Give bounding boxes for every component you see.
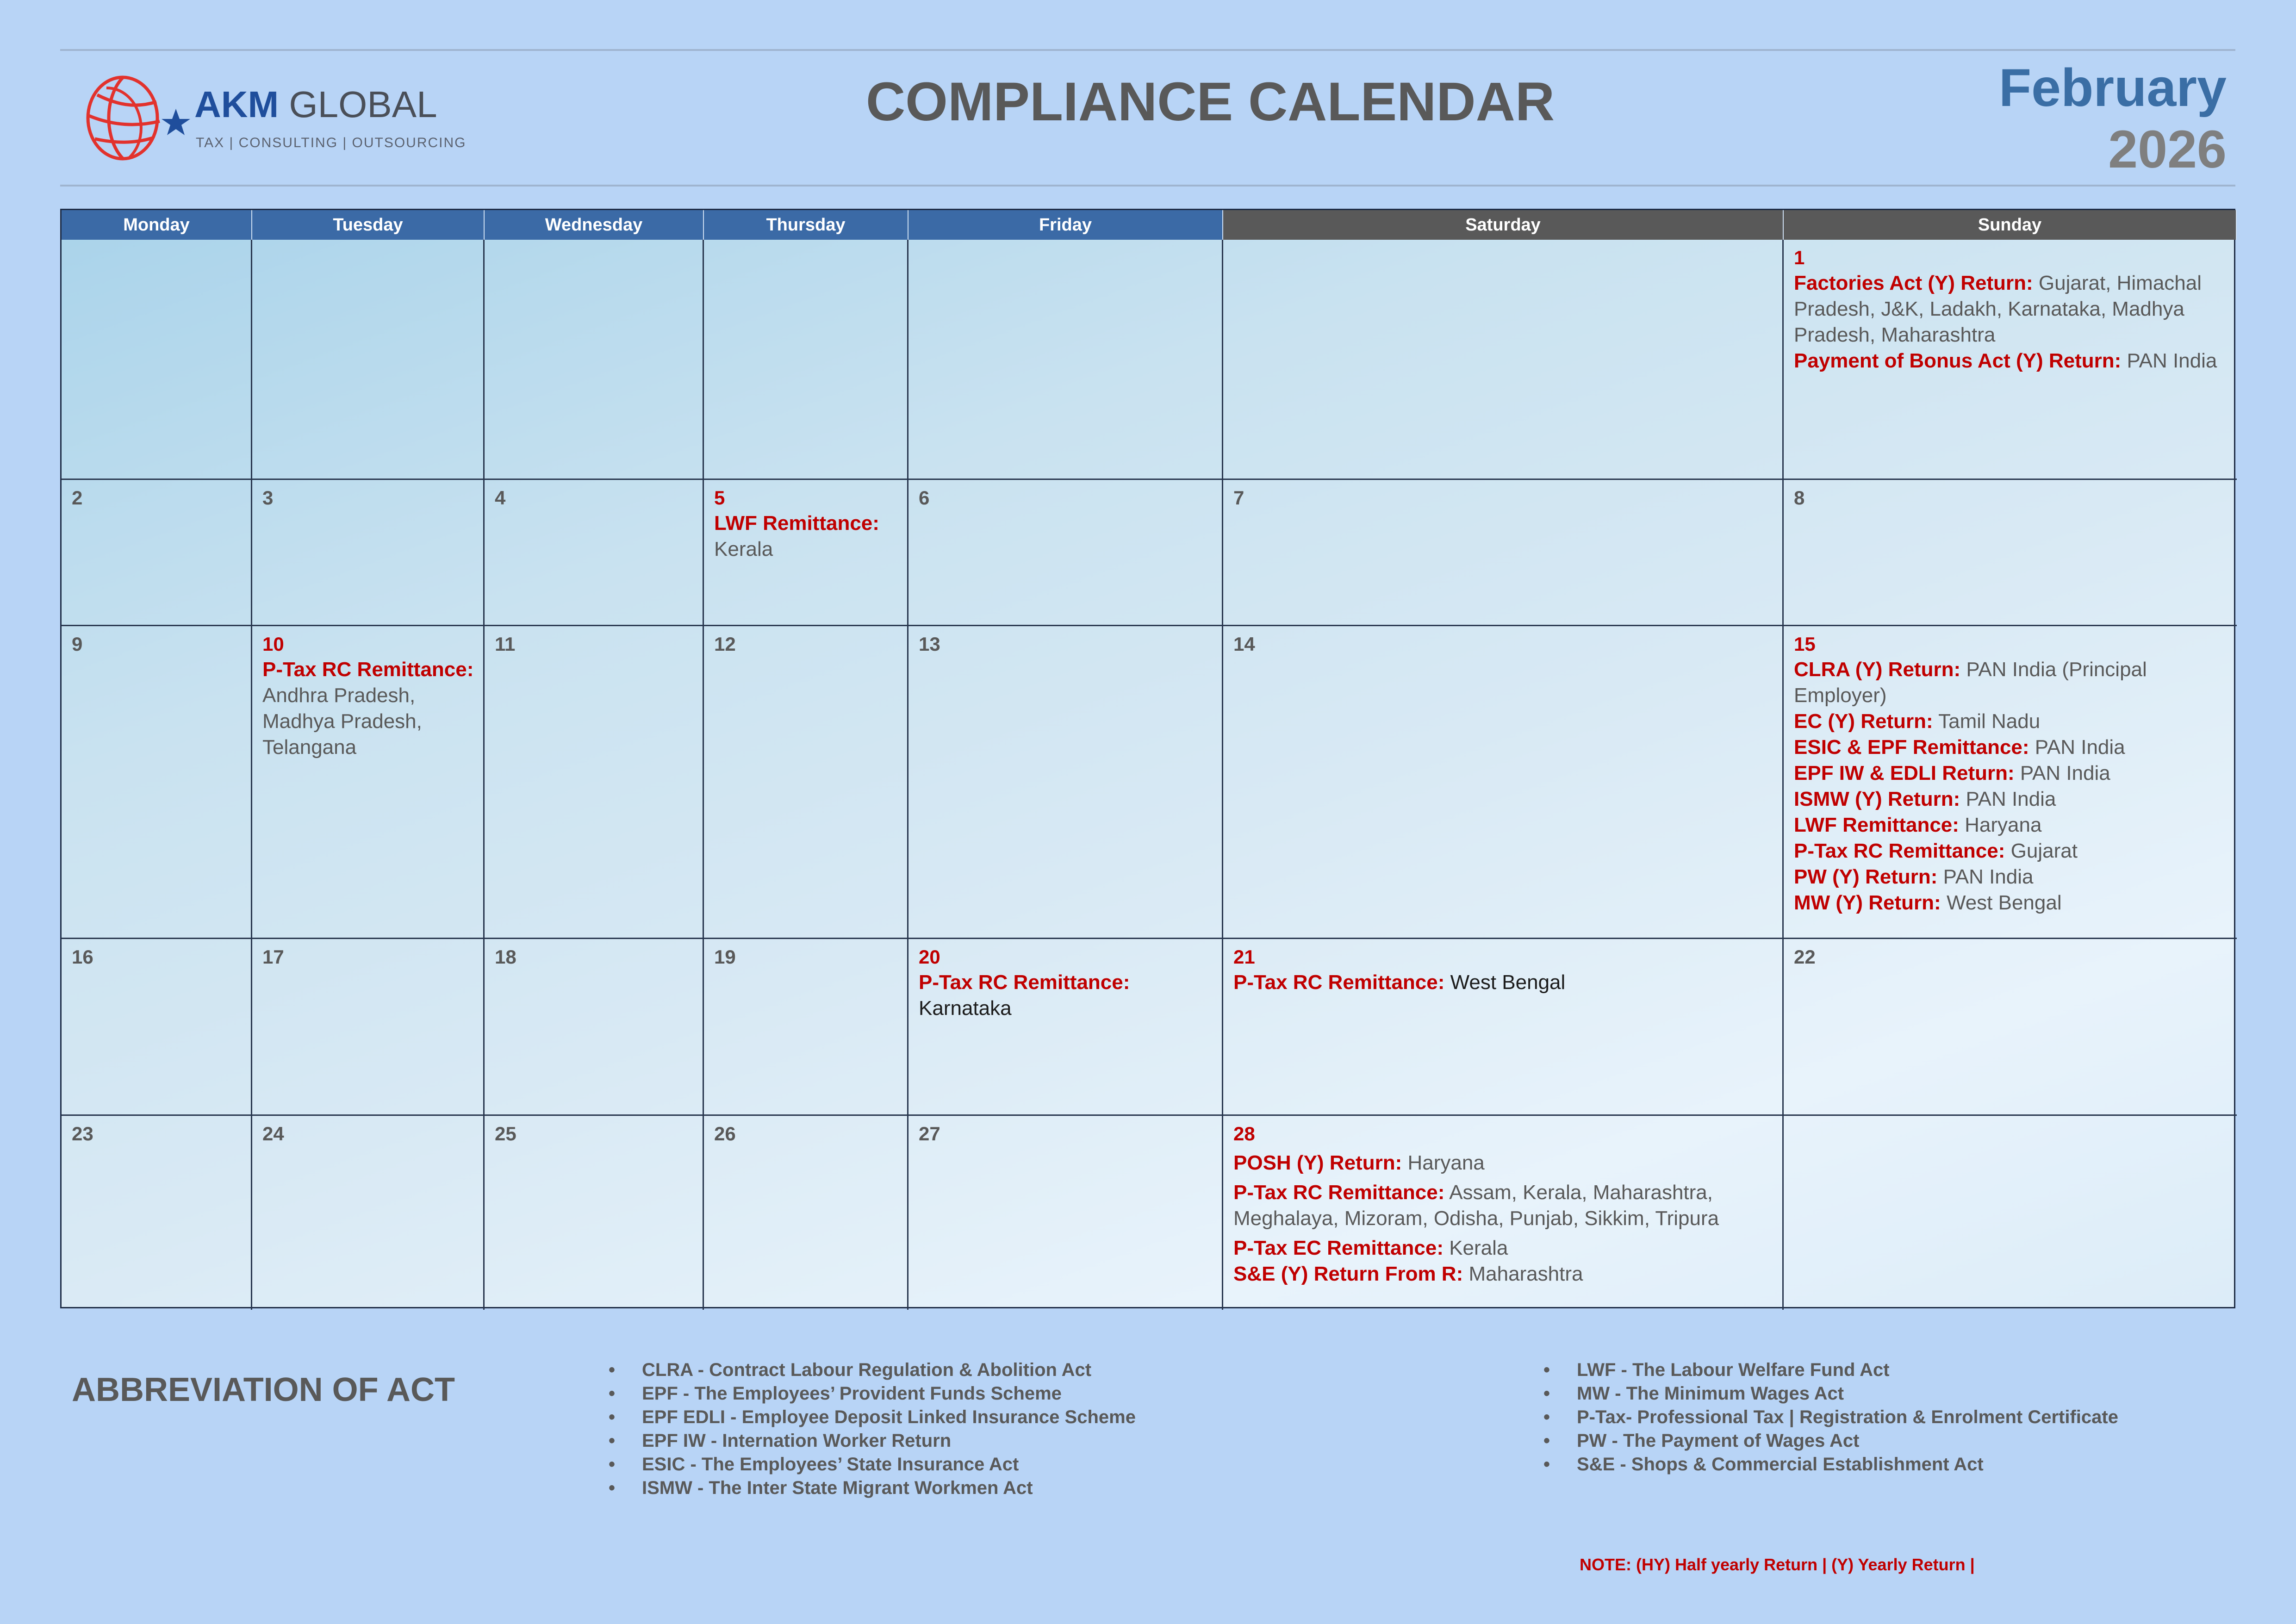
event-label: P-Tax RC Remittance: — [1233, 1181, 1445, 1204]
event-label: EC (Y) Return: — [1794, 710, 1933, 733]
event-label: P-Tax RC Remittance: — [919, 971, 1130, 994]
calendar-day-22 — [1784, 939, 2237, 1116]
abbreviation-text: MW - The Minimum Wages Act — [1577, 1383, 1844, 1404]
calendar-day-18 — [485, 939, 704, 1116]
day-number: 4 — [495, 487, 506, 509]
page-title: COMPLIANCE CALENDAR — [865, 71, 1555, 132]
day-number: 20 — [919, 946, 940, 968]
day-number: 19 — [714, 946, 736, 968]
event-label: Payment of Bonus Act (Y) Return: — [1794, 349, 2122, 372]
calendar-day-24 — [252, 1116, 485, 1310]
abbreviation-text: EPF - The Employees’ Provident Funds Scheme — [642, 1383, 1062, 1404]
bullet-icon: • — [1543, 1431, 1550, 1451]
compliance-event — [1794, 786, 2228, 812]
calendar-day-14 — [1223, 626, 1784, 939]
compliance-event — [1794, 270, 2228, 348]
calendar-day-1 — [1784, 240, 2237, 480]
event-jurisdiction: Gujarat — [2010, 840, 2078, 862]
abbreviation-item — [609, 1429, 1136, 1453]
abbreviation-item — [1543, 1453, 2118, 1476]
calendar-empty-cell — [485, 240, 704, 480]
event-label: P-Tax RC Remittance: — [262, 658, 474, 681]
event-label: LWF Remittance: — [1794, 814, 1959, 836]
event-label: CLRA (Y) Return: — [1794, 658, 1961, 681]
calendar-empty-cell — [62, 240, 252, 480]
header-divider — [60, 185, 2235, 187]
compliance-event — [1233, 1261, 1773, 1287]
day-number: 22 — [1794, 946, 1816, 968]
abbreviation-text: EPF EDLI - Employee Deposit Linked Insurance Scheme — [642, 1407, 1136, 1427]
calendar-day-26 — [704, 1116, 908, 1310]
compliance-event — [1794, 734, 2228, 760]
day-number: 17 — [262, 946, 284, 968]
calendar-day-8 — [1784, 480, 2237, 626]
brand-tagline: TAX | CONSULTING | OUTSOURCING — [196, 135, 467, 150]
event-jurisdiction: Haryana — [1407, 1151, 1485, 1174]
abbreviation-item — [609, 1358, 1136, 1382]
event-jurisdiction: Kerala — [1449, 1237, 1508, 1259]
calendar-empty-cell — [1784, 1116, 2237, 1310]
day-number: 27 — [919, 1123, 940, 1145]
event-jurisdiction: PAN India (Principal Employer) — [1794, 658, 2147, 707]
compliance-event — [1794, 890, 2228, 916]
day-header-wednesday: Wednesday — [485, 210, 704, 240]
day-header-tuesday: Tuesday — [252, 210, 485, 240]
day-header-friday: Friday — [908, 210, 1223, 240]
day-number: 10 — [262, 633, 284, 655]
day-number: 23 — [72, 1123, 93, 1145]
abbreviation-text: ESIC - The Employees’ State Insurance Act — [642, 1454, 1019, 1475]
abbreviation-text: PW - The Payment of Wages Act — [1577, 1431, 1860, 1451]
compliance-event — [1794, 348, 2228, 374]
event-jurisdiction: Gujarat, Himachal Pradesh, J&K, Ladakh, Karnataka, Madhya Pradesh, Maharashtra — [1794, 272, 2202, 346]
day-number: 9 — [72, 633, 83, 655]
event-jurisdiction: Kerala — [714, 538, 773, 560]
event-jurisdiction: West Bengal — [1946, 891, 2062, 914]
bullet-icon: • — [609, 1383, 616, 1404]
calendar-grid — [60, 209, 2235, 1308]
event-label: POSH (Y) Return: — [1233, 1151, 1402, 1174]
calendar-day-27 — [908, 1116, 1223, 1310]
event-jurisdiction: PAN India — [1943, 865, 2034, 888]
day-number: 3 — [262, 487, 274, 509]
event-jurisdiction: PAN India — [2020, 762, 2110, 784]
event-label: MW (Y) Return: — [1794, 891, 1941, 914]
abbreviation-text: LWF - The Labour Welfare Fund Act — [1577, 1360, 1890, 1380]
abbreviation-item — [609, 1453, 1136, 1476]
event-label: Factories Act (Y) Return: — [1794, 272, 2033, 294]
bullet-icon: • — [1543, 1360, 1550, 1380]
abbreviation-text: ISMW - The Inter State Migrant Workmen Act — [642, 1478, 1033, 1498]
abbreviation-item — [1543, 1358, 2118, 1382]
calendar-day-15 — [1784, 626, 2237, 939]
abbreviation-list-right — [1543, 1358, 2118, 1476]
day-number: 26 — [714, 1123, 736, 1145]
calendar-day-17 — [252, 939, 485, 1116]
event-jurisdiction: Haryana — [1965, 814, 2042, 836]
compliance-event — [1233, 1180, 1773, 1232]
compliance-event — [1794, 657, 2228, 709]
event-label: ISMW (Y) Return: — [1794, 788, 1960, 810]
event-label: P-Tax RC Remittance: — [1233, 971, 1445, 994]
day-number: 6 — [919, 487, 930, 509]
day-header-saturday: Saturday — [1223, 210, 1784, 240]
calendar-empty-cell — [704, 240, 908, 480]
event-label: ESIC & EPF Remittance: — [1794, 736, 2029, 759]
calendar-day-5 — [704, 480, 908, 626]
abbreviation-item — [1543, 1382, 2118, 1406]
abbreviation-item — [609, 1476, 1136, 1500]
abbreviation-list-left — [609, 1358, 1136, 1500]
event-label: EPF IW & EDLI Return: — [1794, 762, 2015, 784]
bullet-icon: • — [609, 1478, 616, 1498]
day-number: 18 — [495, 946, 516, 968]
calendar-day-25 — [485, 1116, 704, 1310]
event-jurisdiction: PAN India — [2127, 349, 2217, 372]
event-jurisdiction: PAN India — [2035, 736, 2125, 759]
day-number: 21 — [1233, 946, 1255, 968]
compliance-event — [1794, 864, 2228, 890]
event-jurisdiction: Karnataka — [919, 997, 1012, 1020]
abbreviation-item — [609, 1382, 1136, 1406]
event-jurisdiction: Maharashtra — [1468, 1263, 1583, 1285]
event-label: S&E (Y) Return From R: — [1233, 1263, 1463, 1285]
day-number: 12 — [714, 633, 736, 655]
day-header-thursday: Thursday — [704, 210, 908, 240]
calendar-day-20 — [908, 939, 1223, 1116]
bullet-icon: • — [609, 1407, 616, 1427]
compliance-event — [1233, 1235, 1773, 1261]
bullet-icon: • — [1543, 1454, 1550, 1475]
abbreviation-text: P-Tax- Professional Tax | Registration & Enrolment Certificate — [1577, 1407, 2118, 1427]
calendar-day-7 — [1223, 480, 1784, 626]
abbreviation-text: EPF IW - Internation Worker Return — [642, 1431, 952, 1451]
day-number: 2 — [72, 487, 83, 509]
compliance-event — [1233, 1150, 1773, 1176]
bullet-icon: • — [609, 1360, 616, 1380]
day-number: 16 — [72, 946, 93, 968]
calendar-empty-cell — [252, 240, 485, 480]
bullet-icon: • — [1543, 1407, 1550, 1427]
globe-logo-icon — [79, 69, 194, 167]
abbreviation-item — [1543, 1429, 2118, 1453]
day-number: 11 — [495, 633, 516, 655]
legend-note: NOTE: (HY) Half yearly Return | (Y) Yearly Return | — [1580, 1555, 1975, 1574]
event-label: LWF Remittance: — [714, 512, 879, 535]
bullet-icon: • — [609, 1431, 616, 1451]
company-logo — [79, 69, 467, 171]
day-number: 1 — [1794, 247, 1805, 268]
day-number: 13 — [919, 633, 940, 655]
day-number: 15 — [1794, 633, 1816, 655]
event-jurisdiction: Tamil Nadu — [1938, 710, 2041, 733]
calendar-day-19 — [704, 939, 908, 1116]
top-divider — [60, 49, 2235, 51]
day-number: 28 — [1233, 1123, 1255, 1145]
day-number: 25 — [495, 1123, 516, 1145]
day-number: 7 — [1233, 487, 1244, 509]
calendar-empty-cell — [1223, 240, 1784, 480]
abbreviation-text: CLRA - Contract Labour Regulation & Abolition Act — [642, 1360, 1092, 1380]
compliance-event — [919, 970, 1213, 1021]
event-jurisdiction: West Bengal — [1450, 971, 1566, 994]
calendar-day-4 — [485, 480, 704, 626]
year-label: 2026 — [2108, 120, 2227, 179]
calendar-empty-cell — [908, 240, 1223, 480]
compliance-event — [714, 510, 898, 562]
compliance-event — [1794, 838, 2228, 864]
day-header-monday: Monday — [62, 210, 252, 240]
calendar-day-12 — [704, 626, 908, 939]
event-label: P-Tax RC Remittance: — [1794, 840, 2005, 862]
calendar-day-28 — [1223, 1116, 1784, 1310]
calendar-day-23 — [62, 1116, 252, 1310]
abbreviation-heading: ABBREVIATION OF ACT — [72, 1371, 455, 1408]
calendar-day-3 — [252, 480, 485, 626]
bullet-icon: • — [609, 1454, 616, 1475]
day-number: 24 — [262, 1123, 284, 1145]
day-number: 5 — [714, 487, 725, 509]
day-number: 8 — [1794, 487, 1805, 509]
abbreviation-item — [609, 1406, 1136, 1429]
calendar-day-13 — [908, 626, 1223, 939]
brand-name: AKM GLOBAL — [194, 84, 437, 125]
calendar-day-6 — [908, 480, 1223, 626]
day-header-sunday: Sunday — [1784, 210, 2237, 240]
calendar-day-2 — [62, 480, 252, 626]
calendar-day-9 — [62, 626, 252, 939]
calendar-day-11 — [485, 626, 704, 939]
abbreviation-item — [1543, 1406, 2118, 1429]
compliance-event — [1233, 970, 1773, 996]
calendar-day-21 — [1223, 939, 1784, 1116]
event-jurisdiction: Assam, Kerala, Maharashtra, Meghalaya, Mizoram, Odisha, Punjab, Sikkim, Tripura — [1233, 1181, 1719, 1230]
abbreviation-text: S&E - Shops & Commercial Establishment Act — [1577, 1454, 1984, 1475]
day-number: 14 — [1233, 633, 1255, 655]
compliance-event — [1794, 812, 2228, 838]
bullet-icon: • — [1543, 1383, 1550, 1404]
compliance-event — [262, 657, 474, 760]
calendar-day-16 — [62, 939, 252, 1116]
event-label: P-Tax EC Remittance: — [1233, 1237, 1444, 1259]
compliance-event — [1794, 760, 2228, 786]
compliance-event — [1794, 709, 2228, 734]
month-label: February — [1998, 58, 2227, 118]
event-jurisdiction: Andhra Pradesh, Madhya Pradesh, Telangana — [262, 684, 422, 759]
calendar-day-10 — [252, 626, 485, 939]
event-jurisdiction: PAN India — [1966, 788, 2056, 810]
event-label: PW (Y) Return: — [1794, 865, 1938, 888]
